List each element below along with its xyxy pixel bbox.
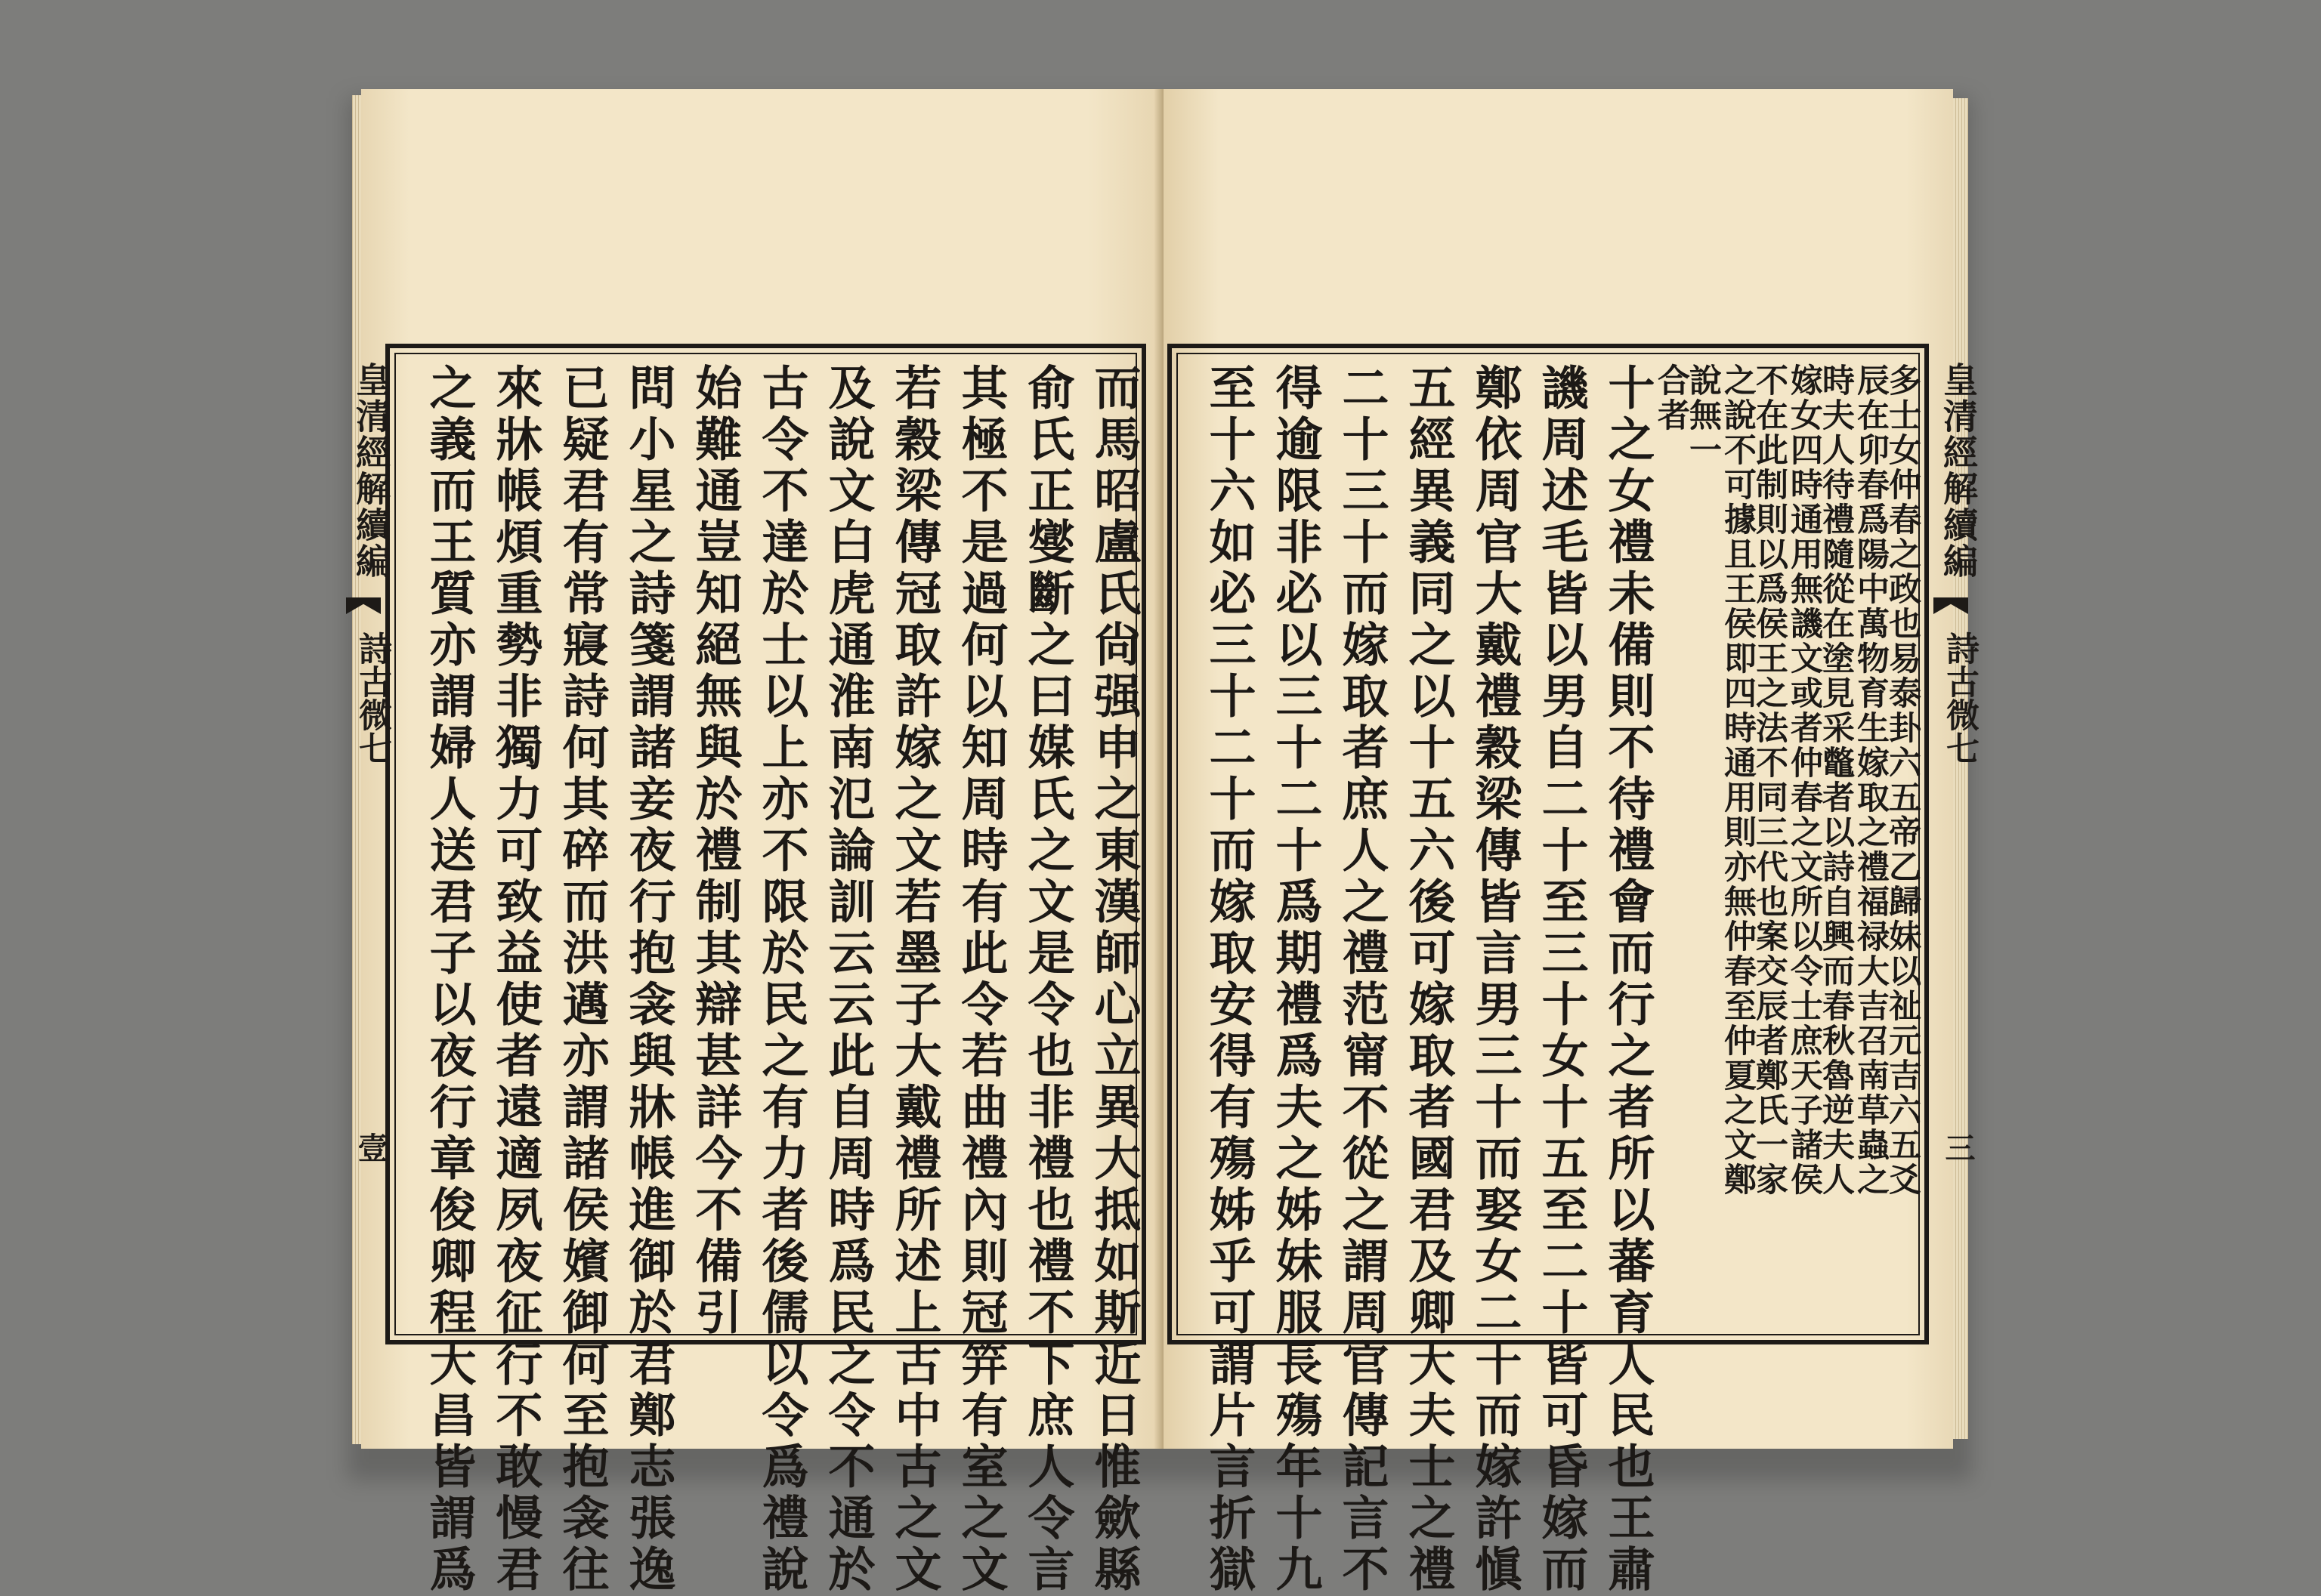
- right-column-7: 鄭依周官大戴禮穀梁傳皆言男三十而娶女二十而嫁許愼: [1467, 363, 1522, 1596]
- left-column-4: 若穀梁傳冠取許嫁之文若墨子大戴禮所述上古中古之文: [887, 363, 942, 1596]
- left-text-frame: [351, 344, 1146, 1596]
- right-note-column-3b: 之說不可據且王侯即四時通用則亦無仲春至仲夏之文鄭: [1719, 363, 1757, 1197]
- right-banxin-page-number: 三: [1940, 1132, 1976, 1162]
- left-banxin-title: 皇清經解續編: [351, 362, 391, 579]
- right-note-column-4a: 說無一: [1684, 363, 1722, 468]
- left-column-10: 來牀帳煩重勢非獨力可致益使者遠適夙夜征行不敢慢君: [488, 363, 543, 1596]
- right-note-column-3a: 不在此制則以爲侯王之法不同三代也案交辰者鄭氏一家: [1751, 363, 1788, 1197]
- right-note-column-1a: 多士女仲春之政也易泰卦六五帝乙歸妹以祉元吉六五爻: [1884, 363, 1921, 1197]
- right-note-column-2a: 時夫人待禮隨從在塗見采鼈者以詩自興而春秋魯逆夫人: [1817, 363, 1855, 1197]
- right-note-column-2b: 嫁女四時通用無譏文或者仲春之文所以令士庶天子諸侯: [1785, 363, 1823, 1197]
- left-banxin: [340, 348, 391, 1340]
- left-column-8: 問小星之詩箋謂諸妾夜行抱衾與牀帳進御於君鄭志張逸: [621, 363, 676, 1596]
- left-column-2: 俞氏正燮斷之曰媒氏之文是令也非禮也禮不下庶人令言: [1020, 363, 1075, 1596]
- left-column-9: 已疑君有常寢詩何其碎而洪邁亦謂諸侯嬪御何至抱衾往: [555, 363, 610, 1596]
- right-banxin-title: 皇清經解續編: [1938, 362, 1979, 579]
- left-fishtail-mark: [346, 597, 381, 614]
- right-column-11: 至十六如必三十二十而嫁取安得有殤姊乎可謂片言折獄: [1201, 363, 1256, 1596]
- left-column-3: 其極不是過何以知周時有此令若曲禮內則冠笄有室之文: [953, 363, 1009, 1596]
- right-note-column-4b: 合者: [1652, 363, 1690, 433]
- right-fishtail-mark: [1933, 597, 1968, 614]
- right-column-9: 二十三十而嫁取者庶人之禮范甯不從之謂周官傳記言不: [1334, 363, 1389, 1596]
- right-column-5: 十之女禮未備則不待禮會而行之者所以蕃育人民也王肅: [1600, 363, 1655, 1596]
- left-column-5: 及說文白虎通淮南氾論訓云云此自周時爲民之令不通於: [821, 363, 876, 1596]
- left-banxin-chapter: 詩古微七: [353, 631, 391, 764]
- right-banxin-chapter: 詩古微七: [1940, 631, 1979, 764]
- left-column-7: 始難通豈知絕無與於禮制其辯甚詳今不備引: [688, 363, 743, 1339]
- right-column-6: 譏周述毛皆以男自二十至三十女十五至二十皆可昏嫁而: [1534, 363, 1589, 1596]
- left-column-1: 而馬昭盧氏尙强申之東漢師心立異大抵如斯近日惟歛縣: [1086, 363, 1142, 1596]
- right-text-frame: [1167, 344, 1979, 1596]
- left-column-6: 古令不達於士以上亦不限於民之有力者後儒以令爲禮說: [754, 363, 809, 1596]
- right-column-10: 得逾限非必以三十二十爲期禮爲夫之姊妹服長殤年十九: [1268, 363, 1323, 1596]
- right-banxin: [1927, 348, 1979, 1340]
- left-banxin-page-number: 壹: [353, 1132, 388, 1162]
- left-column-11: 之義而王質亦謂婦人送君子以夜行章俊卿程大昌皆謂爲: [422, 363, 477, 1596]
- right-note-column-1b: 辰在卯春爲陽中萬物育生嫁取之禮福禄大吉召南草蟲之: [1852, 363, 1890, 1197]
- right-column-8: 五經異義同之以十五六後可嫁取者國君及卿大夫士之禮: [1401, 363, 1456, 1596]
